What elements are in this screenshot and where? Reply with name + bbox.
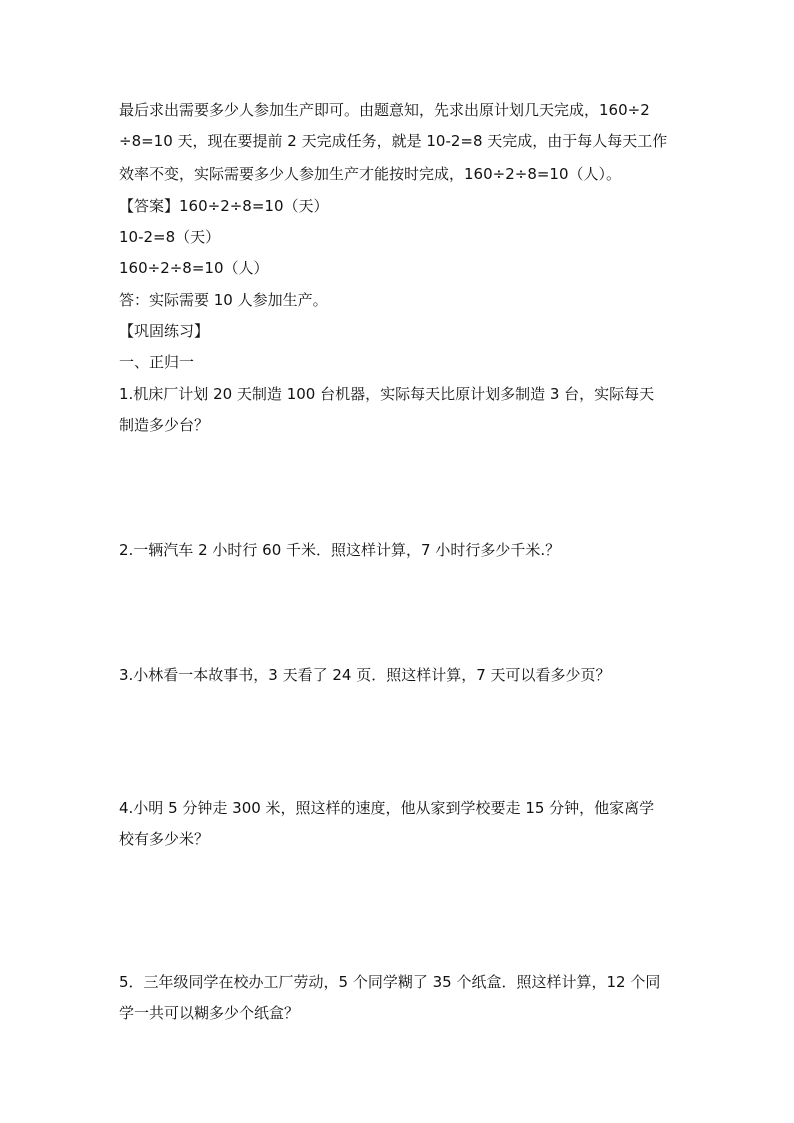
question-1-line-2: 制造多少台？ — [119, 416, 210, 434]
question-2: 2.一辆汽车 2 小时行 60 千米．照这样计算，7 小时行多少千米.？ — [119, 541, 561, 559]
analysis-line-3: 效率不变，实际需要多少人参加生产才能按时完成，160÷2÷8=10（人）。 — [119, 165, 622, 183]
question-5-line-1: 5．三年级同学在校办工厂劳动，5 个同学糊了 35 个纸盒．照这样计算，12 个同 — [119, 973, 661, 991]
answer-line-2: 10-2=8（天） — [119, 228, 221, 246]
question-3: 3.小林看一本故事书，3 天看了 24 页．照这样计算，7 天可以看多少页？ — [119, 666, 611, 684]
practice-header: 【巩固练习】 — [119, 322, 210, 340]
answer-line-3: 160÷2÷8=10（人） — [119, 259, 269, 277]
analysis-line-2: ÷8=10 天，现在要提前 2 天完成任务，就是 10-2=8 天完成，由于每人每天工作 — [119, 132, 668, 150]
section-title: 一、正归一 — [119, 353, 195, 371]
question-4-line-2: 校有多少米？ — [119, 830, 210, 848]
answer-line-1: 【答案】160÷2÷8=10（天） — [119, 197, 329, 215]
question-5-line-2: 学一共可以糊多少个纸盒？ — [119, 1004, 300, 1022]
answer-conclusion: 答：实际需要 10 人参加生产。 — [119, 291, 328, 309]
question-1-line-1: 1.机床厂计划 20 天制造 100 台机器，实际每天比原计划多制造 3 台，实际每天 — [119, 385, 655, 403]
question-4-line-1: 4.小明 5 分钟走 300 米，照这样的速度，他从家到学校要走 15 分钟，他家离学 — [119, 799, 655, 817]
analysis-line-1: 最后求出需要多少人参加生产即可。由题意知，先求出原计划几天完成，160÷2 — [119, 101, 650, 119]
